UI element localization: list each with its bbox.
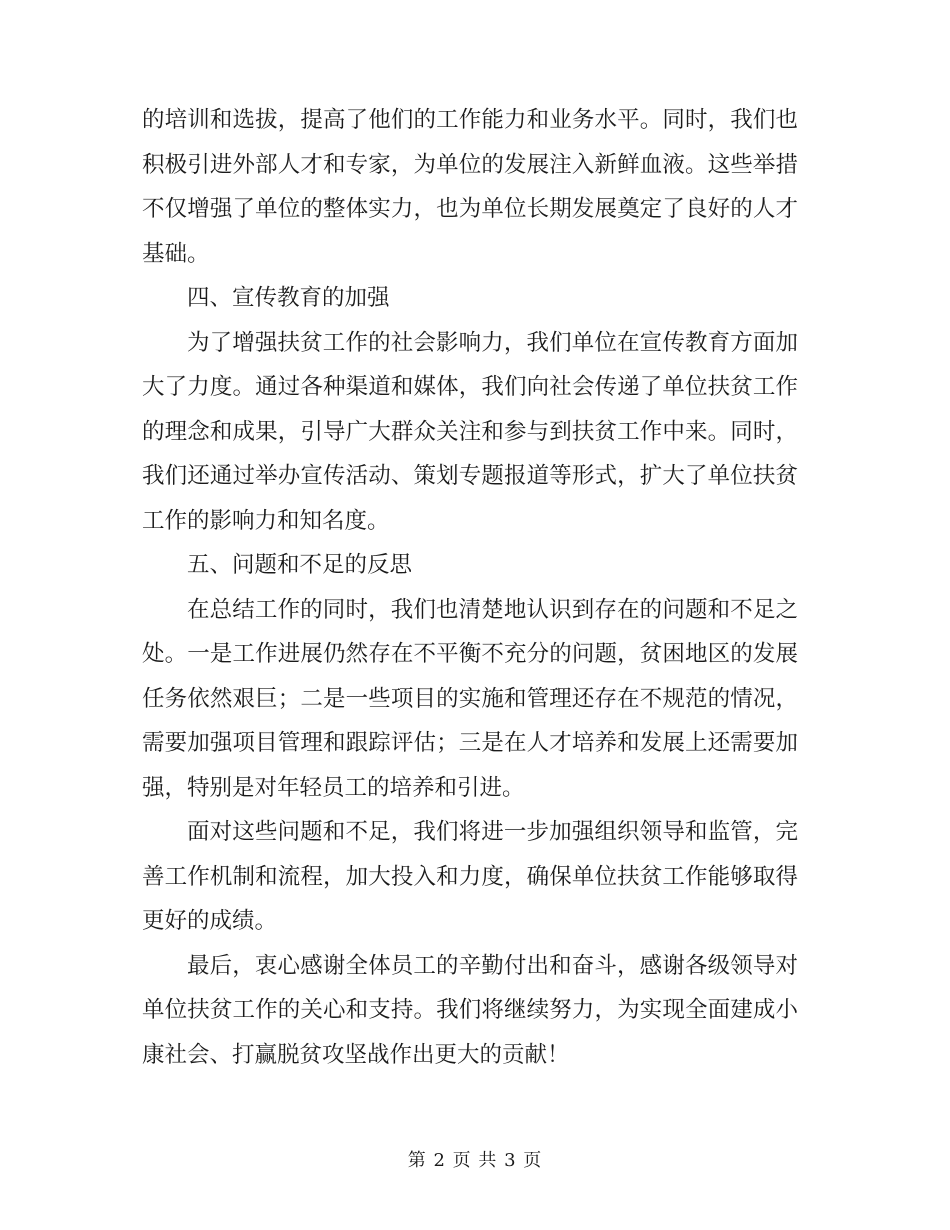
paragraph-publicity: 为了增强扶贫工作的社会影响力，我们单位在宣传教育方面加大了力度。通过各种渠道和媒体，我们向社会传递了单位扶贫工作的理念和成果，引导广大群众关注和参与到扶贫工作中来。同时，我们还通过举办宣传活动、策划专题报道等形式，扩大了单位扶贫工作的影响力和知名度。 (142, 329, 798, 534)
page-number-footer: 第 2 页 共 3 页 (407, 1150, 543, 1171)
document-body (142, 98, 798, 1077)
section-heading-reflection: 五、问题和不足的反思 (187, 552, 413, 578)
paragraph-closing: 最后，衷心感谢全体员工的辛勤付出和奋斗，感谢各级领导对单位扶贫工作的关心和支持。我们将继续努力，为实现全面建成小康社会、打赢脱贫攻坚战作出更大的贡献！ (142, 952, 798, 1068)
paragraph-problems: 在总结工作的同时，我们也清楚地认识到存在的问题和不足之处。一是工作进展仍然存在不平衡不充分的问题，贫困地区的发展任务依然艰巨；二是一些项目的实施和管理还存在不规范的情况，需要加强项目管理和跟踪评估；三是在人才培养和发展上还需要加强，特别是对年轻员工的培养和引进。 (142, 596, 798, 801)
paragraph-measures: 面对这些问题和不足，我们将进一步加强组织领导和监管，完善工作机制和流程，加大投入和力度，确保单位扶贫工作能够取得更好的成绩。 (142, 819, 798, 934)
section-heading-publicity: 四、宣传教育的加强 (187, 285, 390, 311)
paragraph-continued-talent: 的培训和选拔，提高了他们的工作能力和业务水平。同时，我们也积极引进外部人才和专家，为单位的发展注入新鲜血液。这些举措不仅增强了单位的整体实力，也为单位长期发展奠定了良好的人才基础。 (142, 107, 798, 267)
